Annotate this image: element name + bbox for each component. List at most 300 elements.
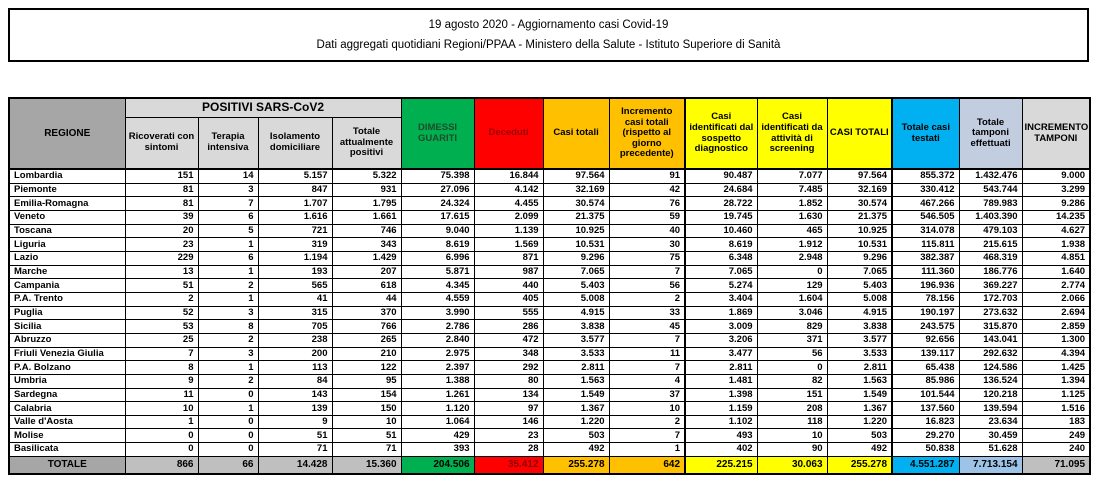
- value-cell: 319: [258, 238, 332, 252]
- value-cell: 1.481: [685, 374, 757, 388]
- value-cell: 2.811: [685, 361, 757, 375]
- value-cell: 44: [332, 292, 401, 306]
- value-cell: 5: [198, 224, 258, 238]
- value-cell: 204.506: [401, 456, 474, 474]
- value-cell: 265: [332, 333, 401, 347]
- column-header-ricoverati: Ricoverati con sintomi: [125, 118, 198, 170]
- value-cell: 238: [258, 333, 332, 347]
- value-cell: 1.604: [757, 292, 827, 306]
- table-row: [9, 224, 1090, 238]
- value-cell: 1.261: [401, 388, 474, 402]
- value-cell: 746: [332, 224, 401, 238]
- value-cell: 9.296: [543, 251, 609, 265]
- value-cell: 0: [198, 415, 258, 429]
- value-cell: 3: [198, 183, 258, 197]
- value-cell: 111.360: [892, 265, 959, 279]
- value-cell: 90: [757, 443, 827, 457]
- value-cell: 618: [332, 279, 401, 293]
- value-cell: 172.703: [959, 292, 1022, 306]
- value-cell: 1.220: [827, 415, 892, 429]
- total-row: [9, 456, 1090, 474]
- value-cell: 555: [474, 306, 543, 320]
- value-cell: 59: [609, 210, 685, 224]
- value-cell: 255.278: [543, 456, 609, 474]
- region-name-cell: Toscana: [9, 224, 125, 238]
- value-cell: 53: [125, 320, 198, 334]
- value-cell: 1.102: [685, 415, 757, 429]
- value-cell: 2.811: [827, 361, 892, 375]
- value-cell: 10: [332, 415, 401, 429]
- value-cell: 1.394: [1022, 374, 1090, 388]
- value-cell: 118: [757, 415, 827, 429]
- value-cell: 5.008: [827, 292, 892, 306]
- value-cell: 4.345: [401, 279, 474, 293]
- value-cell: 10: [757, 429, 827, 443]
- column-header-casi-testati: Totale casi testati: [892, 98, 959, 169]
- value-cell: 292: [474, 361, 543, 375]
- column-header-incremento-tamponi: INCREMENTO TAMPONI: [1022, 98, 1090, 169]
- value-cell: 479.103: [959, 224, 1022, 238]
- column-header-sospetto-diagnostico: Casi identificati dal sospetto diagnostico: [685, 98, 757, 169]
- value-cell: 28: [474, 443, 543, 457]
- value-cell: 95: [332, 374, 401, 388]
- value-cell: 151: [125, 169, 198, 183]
- table-row: [9, 388, 1090, 402]
- value-cell: 9.286: [1022, 197, 1090, 211]
- value-cell: 492: [543, 443, 609, 457]
- region-name-cell: Marche: [9, 265, 125, 279]
- value-cell: 10.925: [543, 224, 609, 238]
- value-cell: 5.871: [401, 265, 474, 279]
- region-name-cell: P.A. Bolzano: [9, 361, 125, 375]
- region-name-cell: Basilicata: [9, 443, 125, 457]
- value-cell: 13: [125, 265, 198, 279]
- region-name-cell: Veneto: [9, 210, 125, 224]
- value-cell: 3.206: [685, 333, 757, 347]
- value-cell: 71: [258, 443, 332, 457]
- value-cell: 4.559: [401, 292, 474, 306]
- region-name-cell: Sicilia: [9, 320, 125, 334]
- value-cell: 467.266: [892, 197, 959, 211]
- value-cell: 2.859: [1022, 320, 1090, 334]
- value-cell: 56: [609, 279, 685, 293]
- value-cell: 30: [609, 238, 685, 252]
- value-cell: 51: [125, 279, 198, 293]
- title-box: [8, 8, 1089, 62]
- value-cell: 2.840: [401, 333, 474, 347]
- value-cell: 1.064: [401, 415, 474, 429]
- value-cell: 721: [258, 224, 332, 238]
- value-cell: 1: [198, 265, 258, 279]
- value-cell: 10.531: [543, 238, 609, 252]
- value-cell: 17.615: [401, 210, 474, 224]
- value-cell: 45: [609, 320, 685, 334]
- table-row: [9, 251, 1090, 265]
- value-cell: 3: [198, 306, 258, 320]
- value-cell: 4.394: [1022, 347, 1090, 361]
- value-cell: 30.063: [757, 456, 827, 474]
- value-cell: 1.139: [474, 224, 543, 238]
- value-cell: 183: [1022, 415, 1090, 429]
- value-cell: 1.707: [258, 197, 332, 211]
- value-cell: 24.324: [401, 197, 474, 211]
- value-cell: 16.823: [892, 415, 959, 429]
- region-name-cell: Abruzzo: [9, 333, 125, 347]
- value-cell: 3.577: [543, 333, 609, 347]
- column-header-deceduti: Deceduti: [474, 98, 543, 169]
- value-cell: 7.077: [757, 169, 827, 183]
- value-cell: 1.563: [827, 374, 892, 388]
- region-name-cell: Lazio: [9, 251, 125, 265]
- covid-data-table: [8, 97, 1091, 475]
- value-cell: 3.477: [685, 347, 757, 361]
- value-cell: 2: [609, 292, 685, 306]
- value-cell: 465: [757, 224, 827, 238]
- value-cell: 6.348: [685, 251, 757, 265]
- value-cell: 90.487: [685, 169, 757, 183]
- value-cell: 10.925: [827, 224, 892, 238]
- value-cell: 348: [474, 347, 543, 361]
- value-cell: 5.157: [258, 169, 332, 183]
- header-row-groups: [9, 98, 1090, 118]
- value-cell: 1.795: [332, 197, 401, 211]
- value-cell: 4.142: [474, 183, 543, 197]
- value-cell: 16.844: [474, 169, 543, 183]
- value-cell: 472: [474, 333, 543, 347]
- value-cell: 1: [198, 238, 258, 252]
- value-cell: 1.388: [401, 374, 474, 388]
- value-cell: 766: [332, 320, 401, 334]
- value-cell: 3.533: [543, 347, 609, 361]
- value-cell: 190.197: [892, 306, 959, 320]
- value-cell: 1.220: [543, 415, 609, 429]
- value-cell: 440: [474, 279, 543, 293]
- value-cell: 503: [543, 429, 609, 443]
- value-cell: 255.278: [827, 456, 892, 474]
- value-cell: 8: [125, 361, 198, 375]
- value-cell: 292.632: [959, 347, 1022, 361]
- value-cell: 1.120: [401, 402, 474, 416]
- value-cell: 66: [198, 456, 258, 474]
- value-cell: 429: [401, 429, 474, 443]
- value-cell: 5.322: [332, 169, 401, 183]
- value-cell: 210: [332, 347, 401, 361]
- value-cell: 1.194: [258, 251, 332, 265]
- value-cell: 871: [474, 251, 543, 265]
- value-cell: 19.745: [685, 210, 757, 224]
- value-cell: 32.169: [543, 183, 609, 197]
- value-cell: 2: [198, 333, 258, 347]
- column-header-tamponi: Totale tamponi effettuati: [959, 98, 1022, 169]
- value-cell: 1.403.390: [959, 210, 1022, 224]
- value-cell: 51.628: [959, 443, 1022, 457]
- value-cell: 1: [198, 292, 258, 306]
- value-cell: 1.300: [1022, 333, 1090, 347]
- value-cell: 196.936: [892, 279, 959, 293]
- table-row: [9, 320, 1090, 334]
- value-cell: 10: [609, 402, 685, 416]
- value-cell: 37: [609, 388, 685, 402]
- value-cell: 642: [609, 456, 685, 474]
- value-cell: 81: [125, 197, 198, 211]
- value-cell: 101.544: [892, 388, 959, 402]
- value-cell: 139: [258, 402, 332, 416]
- column-header-regione: REGIONE: [9, 98, 125, 169]
- value-cell: 315: [258, 306, 332, 320]
- value-cell: 21.375: [827, 210, 892, 224]
- value-cell: 847: [258, 183, 332, 197]
- value-cell: 789.983: [959, 197, 1022, 211]
- value-cell: 7: [609, 361, 685, 375]
- value-cell: 1.398: [685, 388, 757, 402]
- value-cell: 129: [757, 279, 827, 293]
- value-cell: 705: [258, 320, 332, 334]
- value-cell: 42: [609, 183, 685, 197]
- value-cell: 0: [757, 265, 827, 279]
- region-name-cell: Emilia-Romagna: [9, 197, 125, 211]
- value-cell: 186.776: [959, 265, 1022, 279]
- value-cell: 80: [474, 374, 543, 388]
- value-cell: 3.577: [827, 333, 892, 347]
- value-cell: 2: [198, 279, 258, 293]
- value-cell: 1.912: [757, 238, 827, 252]
- value-cell: 6: [198, 251, 258, 265]
- value-cell: 40: [609, 224, 685, 238]
- value-cell: 0: [125, 429, 198, 443]
- value-cell: 134: [474, 388, 543, 402]
- value-cell: 81: [125, 183, 198, 197]
- table-row: [9, 197, 1090, 211]
- value-cell: 371: [757, 333, 827, 347]
- value-cell: 9.296: [827, 251, 892, 265]
- value-cell: 1.640: [1022, 265, 1090, 279]
- value-cell: 9: [125, 374, 198, 388]
- table-row: [9, 429, 1090, 443]
- value-cell: 1.516: [1022, 402, 1090, 416]
- region-name-cell: Molise: [9, 429, 125, 443]
- value-cell: 8: [198, 320, 258, 334]
- value-cell: 97.564: [827, 169, 892, 183]
- value-cell: 2.948: [757, 251, 827, 265]
- value-cell: 7.065: [827, 265, 892, 279]
- value-cell: 39: [125, 210, 198, 224]
- value-cell: 2.066: [1022, 292, 1090, 306]
- value-cell: 122: [332, 361, 401, 375]
- region-name-cell: Campania: [9, 279, 125, 293]
- value-cell: 11: [609, 347, 685, 361]
- region-name-cell: Sardegna: [9, 388, 125, 402]
- table-row: [9, 443, 1090, 457]
- value-cell: 492: [827, 443, 892, 457]
- value-cell: 1.367: [827, 402, 892, 416]
- value-cell: 3.404: [685, 292, 757, 306]
- value-cell: 56: [757, 347, 827, 361]
- value-cell: 2.774: [1022, 279, 1090, 293]
- value-cell: 27.096: [401, 183, 474, 197]
- region-name-cell: Piemonte: [9, 183, 125, 197]
- value-cell: 1.661: [332, 210, 401, 224]
- value-cell: 65.438: [892, 361, 959, 375]
- value-cell: 97: [474, 402, 543, 416]
- value-cell: 2.397: [401, 361, 474, 375]
- table-row: [9, 210, 1090, 224]
- column-header-casi-totali: Casi totali: [543, 98, 609, 169]
- column-header-terapia-intensiva: Terapia intensiva: [198, 118, 258, 170]
- value-cell: 1.367: [543, 402, 609, 416]
- value-cell: 1.549: [827, 388, 892, 402]
- value-cell: 2.975: [401, 347, 474, 361]
- value-cell: 143: [258, 388, 332, 402]
- value-cell: 29.270: [892, 429, 959, 443]
- value-cell: 4.551.287: [892, 456, 959, 474]
- value-cell: 1.159: [685, 402, 757, 416]
- value-cell: 30.574: [827, 197, 892, 211]
- value-cell: 2.694: [1022, 306, 1090, 320]
- value-cell: 4.915: [827, 306, 892, 320]
- value-cell: 146: [474, 415, 543, 429]
- value-cell: 314.078: [892, 224, 959, 238]
- value-cell: 71: [332, 443, 401, 457]
- value-cell: 7.485: [757, 183, 827, 197]
- value-cell: 30.574: [543, 197, 609, 211]
- value-cell: 154: [332, 388, 401, 402]
- value-cell: 76: [609, 197, 685, 211]
- value-cell: 866: [125, 456, 198, 474]
- value-cell: 35.412: [474, 456, 543, 474]
- value-cell: 315.870: [959, 320, 1022, 334]
- value-cell: 1.563: [543, 374, 609, 388]
- value-cell: 225.215: [685, 456, 757, 474]
- table-row: [9, 279, 1090, 293]
- value-cell: 3.299: [1022, 183, 1090, 197]
- value-cell: 229: [125, 251, 198, 265]
- value-cell: 855.372: [892, 169, 959, 183]
- value-cell: 0: [198, 388, 258, 402]
- value-cell: 30.459: [959, 429, 1022, 443]
- value-cell: 215.615: [959, 238, 1022, 252]
- region-name-cell: Calabria: [9, 402, 125, 416]
- value-cell: 97.564: [543, 169, 609, 183]
- table-row: [9, 306, 1090, 320]
- value-cell: 1.630: [757, 210, 827, 224]
- value-cell: 0: [198, 429, 258, 443]
- value-cell: 7: [609, 265, 685, 279]
- value-cell: 137.560: [892, 402, 959, 416]
- value-cell: 124.586: [959, 361, 1022, 375]
- region-name-cell: Puglia: [9, 306, 125, 320]
- value-cell: 1.938: [1022, 238, 1090, 252]
- value-cell: 1.432.476: [959, 169, 1022, 183]
- value-cell: 151: [757, 388, 827, 402]
- value-cell: 8.619: [685, 238, 757, 252]
- value-cell: 5.008: [543, 292, 609, 306]
- value-cell: 84: [258, 374, 332, 388]
- value-cell: 249: [1022, 429, 1090, 443]
- value-cell: 25: [125, 333, 198, 347]
- value-cell: 7.065: [685, 265, 757, 279]
- value-cell: 139.594: [959, 402, 1022, 416]
- value-cell: 14.235: [1022, 210, 1090, 224]
- value-cell: 829: [757, 320, 827, 334]
- region-name-cell: Umbria: [9, 374, 125, 388]
- value-cell: 75: [609, 251, 685, 265]
- value-cell: 9.000: [1022, 169, 1090, 183]
- value-cell: 10.460: [685, 224, 757, 238]
- value-cell: 200: [258, 347, 332, 361]
- value-cell: 243.575: [892, 320, 959, 334]
- value-cell: 20: [125, 224, 198, 238]
- region-name-cell: Liguria: [9, 238, 125, 252]
- value-cell: 2.099: [474, 210, 543, 224]
- value-cell: 1: [198, 361, 258, 375]
- value-cell: 7: [125, 347, 198, 361]
- value-cell: 5.403: [543, 279, 609, 293]
- value-cell: 4: [609, 374, 685, 388]
- value-cell: 14.428: [258, 456, 332, 474]
- value-cell: 7: [609, 429, 685, 443]
- value-cell: 115.811: [892, 238, 959, 252]
- value-cell: 4.455: [474, 197, 543, 211]
- value-cell: 91: [609, 169, 685, 183]
- value-cell: 5.403: [827, 279, 892, 293]
- value-cell: 92.656: [892, 333, 959, 347]
- value-cell: 2: [125, 292, 198, 306]
- value-cell: 23: [474, 429, 543, 443]
- value-cell: 75.398: [401, 169, 474, 183]
- value-cell: 1.616: [258, 210, 332, 224]
- value-cell: 33: [609, 306, 685, 320]
- value-cell: 1: [125, 415, 198, 429]
- region-name-cell: Lombardia: [9, 169, 125, 183]
- value-cell: 10: [125, 402, 198, 416]
- value-cell: 41: [258, 292, 332, 306]
- value-cell: 208: [757, 402, 827, 416]
- value-cell: 21.375: [543, 210, 609, 224]
- table-body: [9, 169, 1090, 474]
- value-cell: 1.869: [685, 306, 757, 320]
- value-cell: 193: [258, 265, 332, 279]
- value-cell: 207: [332, 265, 401, 279]
- column-header-isolamento: Isolamento domiciliare: [258, 118, 332, 170]
- value-cell: 9.040: [401, 224, 474, 238]
- value-cell: 343: [332, 238, 401, 252]
- report-subtitle: Dati aggregati quotidiani Regioni/PPAA - Ministero della Salute - Istituto Superiore di Sanità: [316, 39, 781, 52]
- value-cell: 6.996: [401, 251, 474, 265]
- value-cell: 7.713.154: [959, 456, 1022, 474]
- value-cell: 7.065: [543, 265, 609, 279]
- value-cell: 1.549: [543, 388, 609, 402]
- value-cell: 8.619: [401, 238, 474, 252]
- value-cell: 2: [609, 415, 685, 429]
- value-cell: 370: [332, 306, 401, 320]
- value-cell: 565: [258, 279, 332, 293]
- value-cell: 150: [332, 402, 401, 416]
- column-header-dimessi-guariti: DIMESSI GUARITI: [401, 98, 474, 169]
- value-cell: 493: [685, 429, 757, 443]
- value-cell: 85.986: [892, 374, 959, 388]
- table-row: [9, 169, 1090, 183]
- value-cell: 2: [198, 374, 258, 388]
- value-cell: 3.838: [543, 320, 609, 334]
- value-cell: 3.533: [827, 347, 892, 361]
- column-header-screening: Casi identificati da attività di screening: [757, 98, 827, 169]
- value-cell: 1: [609, 443, 685, 457]
- value-cell: 143.041: [959, 333, 1022, 347]
- value-cell: 10.531: [827, 238, 892, 252]
- value-cell: 113: [258, 361, 332, 375]
- value-cell: 468.319: [959, 251, 1022, 265]
- value-cell: 1.125: [1022, 388, 1090, 402]
